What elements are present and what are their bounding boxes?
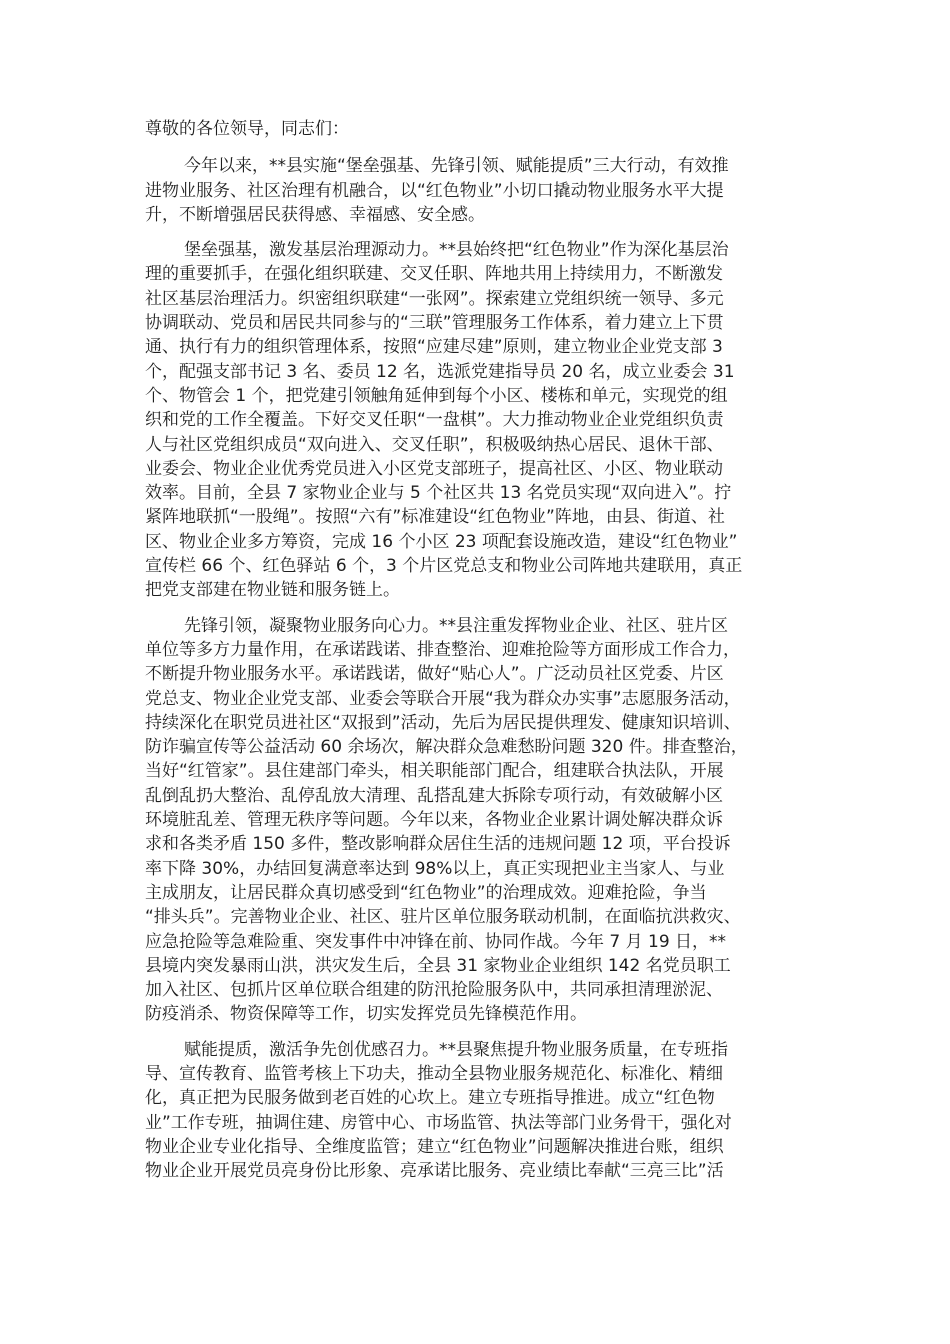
paragraph-line: 化，真正把为民服务做到老百姓的心坎上。建立专班指导推进。成立“红色物: [145, 1088, 715, 1109]
paragraph-line: 个、物管会 1 个，把党建引领触角延伸到每个小区、楼栋和单元，实现党的组: [145, 385, 728, 406]
paragraph-line: 今年以来，**县实施“堡垒强基、先锋引领、赋能提质”三大行动，有效推: [184, 156, 729, 177]
paragraph: [145, 154, 828, 227]
paragraph-line: 升，不断增强居民获得感、幸福感、安全感。: [145, 204, 485, 225]
paragraph-line: 理的重要抓手，在强化组织联建、交叉任职、阵地共用上持续用力，不断激发: [145, 264, 723, 285]
document-body: [145, 154, 828, 1183]
paragraph-line: 业委会、物业企业优秀党员进入小区党支部班子，提高社区、小区、物业联动: [145, 458, 723, 479]
paragraph-line: 主成朋友，让居民群众真切感受到“红色物业”的治理成效。迎难抢险，争当: [145, 882, 707, 903]
paragraph-line: 业”工作专班，抽调住建、房管中心、市场监管、执法等部门业务骨干，强化对: [145, 1112, 732, 1133]
paragraph-line: 把党支部建在物业链和服务链上。: [145, 580, 400, 601]
paragraph-line: 防疫消杀、物资保障等工作，切实发挥党员先锋模范作用。: [145, 1004, 587, 1025]
paragraph-line: 区、物业企业多方筹资，完成 16 个小区 23 项配套设施改造，建设“红色物业”: [145, 531, 738, 552]
paragraph-line: 县境内突发暴雨山洪，洪灾发生后，全县 31 家物业企业组织 142 名党员职工: [145, 955, 731, 976]
paragraph-line: 不断提升物业服务水平。承诺践诺，做好“贴心人”。广泛动员社区党委、片区: [145, 664, 724, 685]
paragraph-line: 协调联动、党员和居民共同参与的“三联”管理服务工作体系，着力建立上下贯: [145, 313, 724, 334]
paragraph-line: 党总支、物业企业党支部、业委会等联合开展“我为群众办实事”志愿服务活动，: [145, 688, 741, 709]
document-page: [145, 117, 828, 1183]
paragraph-line: 乱倒乱扔大整治、乱停乱放大清理、乱搭乱建大拆除专项行动，有效破解小区: [145, 785, 723, 806]
paragraph-line: 导、宣传教育、监管考核上下功夫，推动全县物业服务规范化、标准化、精细: [145, 1063, 723, 1084]
paragraph-line: 织和党的工作全覆盖。下好交叉任职“一盘棋”。大力推动物业企业党组织负责: [145, 410, 724, 431]
paragraph-line: 堡垒强基，激发基层治理源动力。**县始终把“红色物业”作为深化基层治: [184, 240, 729, 261]
greeting: 尊敬的各位领导，同志们：: [145, 119, 349, 139]
paragraph-line: 当好“红管家”。县住建部门牵头，相关职能部门配合，组建联合执法队，开展: [145, 761, 724, 782]
paragraph-line: 紧阵地联抓“一股绳”。按照“六有”标准建设“红色物业”阵地，由县、街道、社: [145, 507, 725, 528]
paragraph-line: 加入社区、包抓片区单位联合组建的防汛抢险服务队中，共同承担清理淤泥、: [145, 980, 723, 1001]
paragraph-line: 人与社区党组织成员“双向进入、交叉任职”，积极吸纳热心居民、退休干部、: [145, 434, 724, 455]
paragraph-line: 效率。目前，全县 7 家物业企业与 5 个社区共 13 名党员实现“双向进入”。拧: [145, 483, 732, 504]
paragraph-line: 个，配强支部书记 3 名、委员 12 名，选派党建指导员 20 名，成立业委会 31: [145, 361, 735, 382]
paragraph-line: 单位等多方力量作用，在承诺践诺、排查整治、迎难抢险等方面形成工作合力，: [145, 639, 740, 660]
paragraph-line: 通、执行有力的组织管理体系，按照“应建尽建”原则，建立物业企业党支部 3: [145, 337, 723, 358]
paragraph-line: 应急抢险等急难险重、突发事件中冲锋在前、协同作战。今年 7 月 19 日，**: [145, 931, 727, 952]
paragraph: [145, 238, 828, 602]
paragraph-line: 环境脏乱差、管理无秩序等问题。今年以来，各物业企业累计调处解决群众诉: [145, 810, 723, 831]
paragraph-line: 先锋引领，凝聚物业服务向心力。**县注重发挥物业企业、社区、驻片区: [184, 615, 728, 636]
paragraph-line: 进物业服务、社区治理有机融合，以“红色物业”小切口撬动物业服务水平大提: [145, 180, 724, 201]
paragraph: [145, 614, 828, 1027]
paragraph-line: 率下降 30%，办结回复满意率达到 98%以上，真正实现把业主当家人、与业: [145, 858, 725, 879]
paragraph-line: 宣传栏 66 个、红色驿站 6 个，3 个片区党总支和物业公司阵地共建联用，真正: [145, 556, 743, 577]
paragraph-line: 持续深化在职党员进社区“双报到”活动，先后为居民提供理发、健康知识培训、: [145, 712, 741, 733]
paragraph-line: “排头兵”。完善物业企业、社区、驻片区单位服务联动机制，在面临抗洪救灾、: [145, 907, 741, 928]
paragraph-line: 防诈骗宣传等公益活动 60 余场次，解决群众急难愁盼问题 320 件。排查整治，: [145, 737, 748, 758]
paragraph-line: 赋能提质，激活争先创优感召力。**县聚焦提升物业服务质量，在专班指: [184, 1039, 728, 1060]
paragraph-line: 物业企业专业化指导、全维度监管；建立“红色物业”问题解决推进台账，组织: [145, 1136, 724, 1157]
paragraph: [145, 1038, 828, 1184]
paragraph-line: 社区基层治理活力。织密组织联建“一张网”。探索建立党组织统一领导、多元: [145, 288, 724, 309]
paragraph-line: 物业企业开展党员亮身份比形象、亮承诺比服务、亮业绩比奉献“三亮三比”活: [145, 1161, 724, 1182]
paragraph-line: 求和各类矛盾 150 多件，整改影响群众居住生活的违规问题 12 项，平台投诉: [145, 834, 731, 855]
